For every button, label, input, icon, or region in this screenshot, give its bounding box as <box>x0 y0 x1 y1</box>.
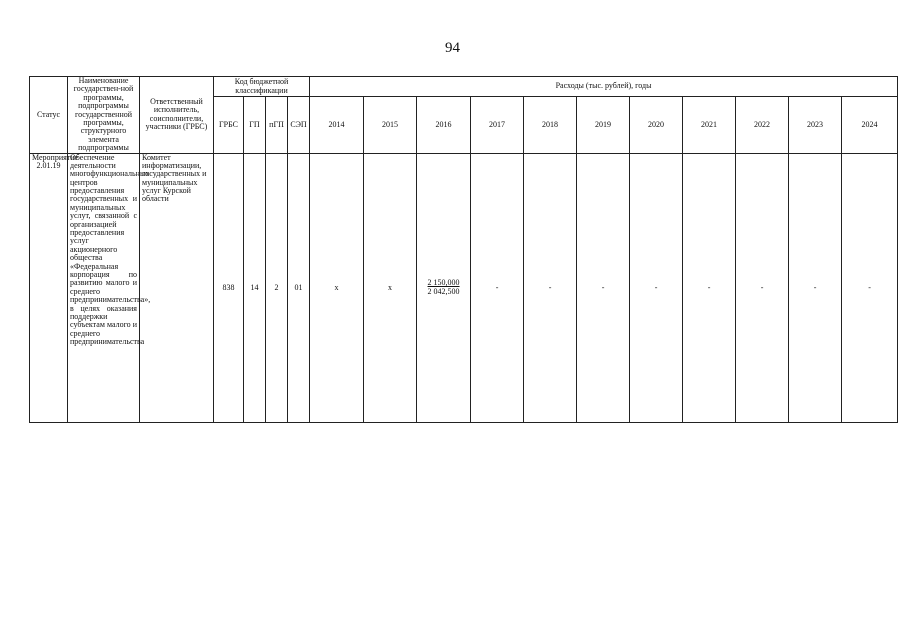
header-sep: СЭП <box>288 97 310 153</box>
header-pgp: пГП <box>266 97 288 153</box>
cell-2019: - <box>577 153 630 422</box>
cell-name: Обеспечение деятельности многофункциональных центров предоставления государственных и муниципальных услут, связанной с организацией предоставления услуг акционерного общества «Федеральная корпорация по развитию малого и среднего предпринимательства», в целях оказания поддержки субъектам малого и среднего предпринимательства <box>68 153 140 422</box>
budget-table <box>29 76 898 423</box>
header-expenses-group: Расходы (тыс. рублей), годы <box>310 77 898 97</box>
cell-status: Мероприятие 2.01.19 <box>30 153 68 422</box>
cell-2018: - <box>524 153 577 422</box>
page-number: 94 <box>445 40 460 56</box>
header-year-2018: 2018 <box>524 97 577 153</box>
header-responsible: Ответственный исполнитель, соисполнители, участники (ГРБС) <box>140 77 214 154</box>
cell-2015: х <box>364 153 417 422</box>
header-budget-code-group: Код бюджетной классификации <box>214 77 310 97</box>
header-grbs: ГРБС <box>214 97 244 153</box>
cell-2022: - <box>736 153 789 422</box>
cell-2021: - <box>683 153 736 422</box>
cell-gp: 14 <box>244 153 266 422</box>
table-row <box>30 153 898 422</box>
cell-2016 <box>417 153 471 422</box>
amount-2016-actual: 2 042,500 <box>427 286 460 296</box>
header-year-2017: 2017 <box>471 97 524 153</box>
cell-responsible: Комитет информатизации, государственных и муниципальных услуг Курской области <box>140 153 214 422</box>
header-year-2019: 2019 <box>577 97 630 153</box>
header-year-2024: 2024 <box>842 97 898 153</box>
header-year-2016: 2016 <box>417 97 471 153</box>
header-status: Статус <box>30 77 68 154</box>
cell-2017: - <box>471 153 524 422</box>
header-year-2014: 2014 <box>310 97 364 153</box>
cell-grbs: 838 <box>214 153 244 422</box>
cell-2020: - <box>630 153 683 422</box>
cell-2014: х <box>310 153 364 422</box>
header-year-2021: 2021 <box>683 97 736 153</box>
header-year-2022: 2022 <box>736 97 789 153</box>
cell-pgp: 2 <box>266 153 288 422</box>
header-row-1 <box>30 77 898 97</box>
header-year-2020: 2020 <box>630 97 683 153</box>
cell-2024: - <box>842 153 898 422</box>
header-name: Наименование государствен-ной программы, подпрограммы государственной программы, структурного элемента подпрограммы <box>68 77 140 154</box>
header-year-2023: 2023 <box>789 97 842 153</box>
amount-2016-planned: 2 150,000 <box>427 278 460 288</box>
header-gp: ГП <box>244 97 266 153</box>
header-year-2015: 2015 <box>364 97 417 153</box>
cell-2023: - <box>789 153 842 422</box>
cell-sep: 01 <box>288 153 310 422</box>
